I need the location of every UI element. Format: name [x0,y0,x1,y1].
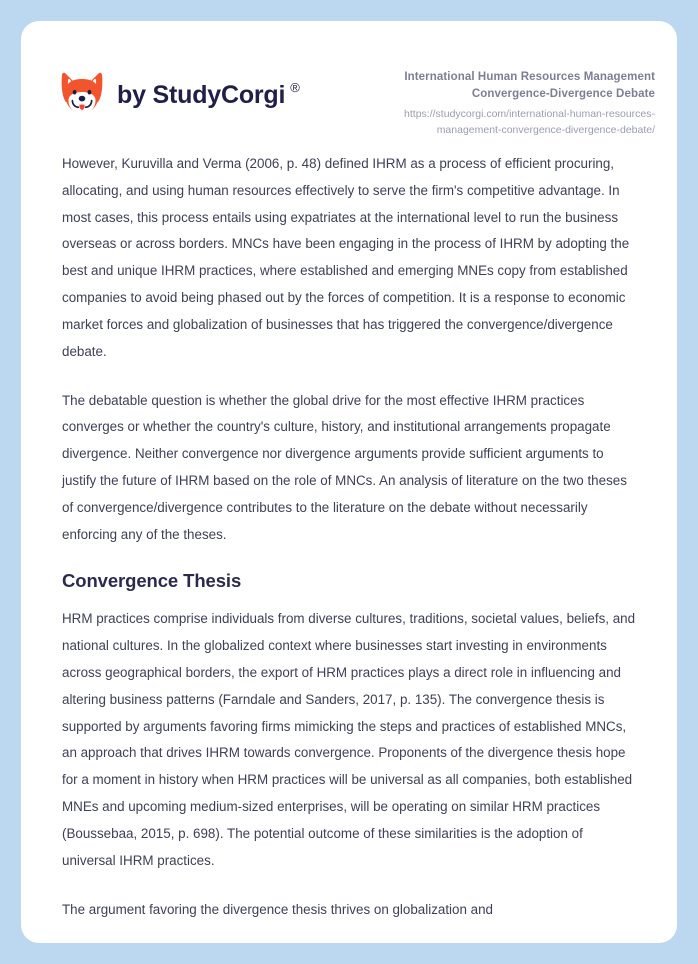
document-meta [345,65,655,138]
document-body [21,133,677,923]
paragraph: HRM practices comprise individuals from diverse cultures, traditions, societal values, beliefs, and national cultures. In the globalized context where businesses start investing in environments across geographical borders, the export of HRM practices plays a direct role in influencing and altering business patterns (Farndale and Sanders, 2017, p. 135). The convergence thesis is supported by arguments favoring firms mimicking the steps and practices of established MNCs, an approach that drives IHRM towards convergence. Proponents of the divergence thesis hope for a moment in history when HRM practices will be universal as all companies, both established MNEs and upcoming medium-sized enterprises, will be operating on similar HRM practices (Boussebaa, 2015, p. 698). The potential outcome of these similarities is the adoption of universal IHRM practices. [62,611,636,868]
page-title: International Human Resources Management Convergence-Divergence Debate [404,71,655,100]
corgi-logo-icon [59,71,105,119]
registered-trademark-icon: ® [290,79,300,95]
section-heading: Convergence Thesis [62,570,242,592]
brand-wordmark [117,79,300,109]
document-header [21,21,677,136]
studycorgi-brand [59,65,300,119]
paragraph: The debatable question is whether the global drive for the most effective IHRM practices converges or whether the country's culture, history, and institutional arrangements propagate divergence. Neither convergence nor divergence arguments provide sufficient arguments to justify the future of IHRM based on the role of MNCs. An analysis of literature on the two theses of convergence/divergence contributes to the literature on the debate without necessarily enforcing any of the theses. [62,392,627,542]
source-url[interactable]: https://studycorgi.com/international-human-resources-management-convergence-divergence-debate/ [404,108,655,136]
brand-name: by StudyCorgi [117,80,286,109]
paragraph: However, Kuruvilla and Verma (2006, p. 48) defined IHRM as a process of efficient procuring, allocating, and using human resources effectively to serve the firm's competitive advantage. In most cases, this process entails using expatriates at the international level to run the business overseas or across borders. MNCs have been engaging in the process of IHRM by adopting the best and unique IHRM practices, where established and emerging MNEs copy from established companies to avoid being phased out by the forces of competition. It is a response to economic market forces and globalization of businesses that has triggered the convergence/divergence debate. [62,156,630,359]
document-page-card [21,21,677,943]
paragraph: The argument favoring the divergence thesis thrives on globalization and [62,901,493,917]
